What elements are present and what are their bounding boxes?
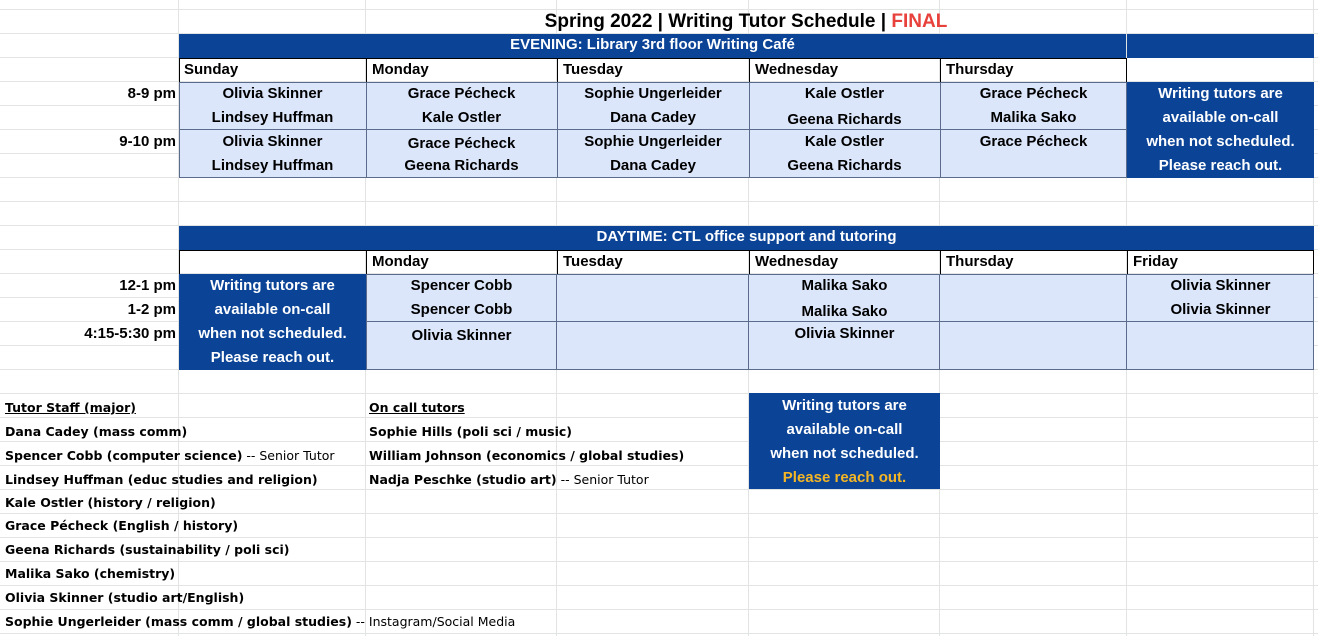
oncall-tutor-name: Nadja Peschke (studio art): [369, 472, 557, 487]
oncall-tutor-name: Sophie Hills (poli sci / music): [369, 424, 573, 439]
staff-note: -- Senior Tutor: [242, 448, 335, 463]
staff-name: Malika Sako (chemistry): [5, 566, 176, 581]
evening-sun-8-2: Lindsey Huffman: [211, 109, 334, 126]
staff-item: [0, 514, 560, 538]
staff-note: -- Instagram/Social Media: [351, 614, 516, 629]
oncall-tutor-item: [364, 468, 748, 492]
evening-sun-9-1: Olivia Skinner: [222, 133, 323, 150]
daytime-oncall-line-4: Please reach out.: [210, 349, 335, 366]
staff-item: [0, 610, 700, 634]
staff-name: Olivia Skinner (studio art/English): [5, 590, 245, 605]
daytime-mon-12: Spencer Cobb: [410, 277, 513, 294]
staff-name: Sophie Ungerleider (mass comm / global studies): [5, 614, 352, 629]
daytime-oncall-line-2: available on-call: [214, 301, 331, 318]
evening-day-wednesday: Wednesday: [749, 59, 940, 82]
evening-thu-9-1: Grace Pécheck: [979, 133, 1088, 150]
evening-tue-8-1: Sophie Ungerleider: [584, 85, 722, 102]
daytime-time-415-530: 4:15-5:30 pm: [84, 325, 176, 342]
footer-oncall-highlight: Please reach out.: [782, 469, 907, 486]
oncall-tutors-header: On call tutors: [369, 400, 465, 415]
evening-day-tuesday: Tuesday: [557, 59, 749, 82]
footer-oncall-line-1: Writing tutors are: [782, 397, 907, 414]
staff-name: Lindsey Huffman (educ studies and religion): [5, 472, 318, 487]
evening-mon-8-1: Grace Pécheck: [407, 85, 516, 102]
staff-header: Tutor Staff (major): [5, 400, 136, 415]
daytime-header: DAYTIME: CTL office support and tutoring: [179, 226, 1314, 250]
daytime-fri-12: Olivia Skinner: [1170, 277, 1271, 294]
evening-tue-9-2: Dana Cadey: [610, 157, 696, 174]
evening-sun-8-1: Olivia Skinner: [222, 85, 323, 102]
title-final: FINAL: [891, 11, 948, 32]
evening-mon-9-1: Grace Pécheck: [407, 135, 516, 152]
daytime-mon-415: Olivia Skinner: [411, 327, 512, 344]
evening-day-monday: Monday: [366, 59, 557, 82]
evening-mon-9-2: Geena Richards: [404, 157, 519, 174]
title-main: Spring 2022 | Writing Tutor Schedule |: [544, 11, 892, 32]
daytime-mon-1: Spencer Cobb: [410, 301, 513, 318]
evening-wed-8-2: Geena Richards: [787, 111, 902, 128]
footer-oncall-line-2: available on-call: [786, 421, 903, 438]
evening-oncall-line-4: Please reach out.: [1158, 157, 1283, 174]
daytime-fri-1: Olivia Skinner: [1170, 301, 1271, 318]
daytime-time-12-1: 12-1 pm: [119, 277, 176, 294]
evening-day-thursday: Thursday: [940, 59, 1127, 82]
daytime-oncall-line-3: when not scheduled.: [198, 325, 347, 342]
daytime-wed-1: Malika Sako: [801, 303, 888, 320]
staff-name: Geena Richards (sustainability / poli sci): [5, 542, 290, 557]
evening-thu-8-2: Malika Sako: [990, 109, 1077, 126]
evening-header-extension: [1127, 34, 1314, 58]
evening-oncall-line-3: when not scheduled.: [1146, 133, 1295, 150]
daytime-day-wednesday: Wednesday: [749, 251, 940, 274]
evening-wed-9-1: Kale Ostler: [804, 133, 885, 150]
evening-time-8-9: 8-9 pm: [127, 85, 176, 102]
daytime-day-thursday: Thursday: [940, 251, 1127, 274]
evening-oncall-line-2: available on-call: [1162, 109, 1279, 126]
evening-wed-8-1: Kale Ostler: [804, 85, 885, 102]
page-title: [365, 10, 1127, 34]
staff-name: Spencer Cobb (computer science): [5, 448, 243, 463]
staff-name: Grace Pécheck (English / history): [5, 518, 239, 533]
evening-mon-8-2: Kale Ostler: [421, 109, 502, 126]
evening-time-9-10: 9-10 pm: [119, 133, 176, 150]
staff-item: [0, 562, 560, 586]
staff-item: [0, 491, 560, 515]
evening-tue-8-2: Dana Cadey: [610, 109, 696, 126]
oncall-tutor-name: William Johnson (economics / global studies): [369, 448, 685, 463]
oncall-tutor-note: -- Senior Tutor: [556, 472, 649, 487]
staff-name: Dana Cadey (mass comm): [5, 424, 188, 439]
oncall-tutor-item: [364, 420, 748, 444]
footer-oncall-line-3: when not scheduled.: [770, 445, 919, 462]
evening-day-sunday: Sunday: [184, 61, 239, 78]
staff-item: [0, 586, 560, 610]
daytime-day-friday: Friday: [1127, 251, 1314, 274]
daytime-wed-415: Olivia Skinner: [794, 325, 895, 342]
daytime-oncall-line-1: Writing tutors are: [210, 277, 335, 294]
evening-thu-8-1: Grace Pécheck: [979, 85, 1088, 102]
evening-header: EVENING: Library 3rd floor Writing Café: [179, 34, 1126, 58]
footer-oncall-line-4: [749, 466, 940, 490]
evening-sun-9-2: Lindsey Huffman: [211, 157, 334, 174]
staff-name: Kale Ostler (history / religion): [5, 495, 216, 510]
daytime-time-1-2: 1-2 pm: [127, 301, 176, 318]
daytime-day-tuesday: Tuesday: [557, 251, 749, 274]
evening-tue-9-1: Sophie Ungerleider: [584, 133, 722, 150]
evening-wed-9-2: Geena Richards: [787, 157, 902, 174]
evening-oncall-line-1: Writing tutors are: [1158, 85, 1283, 102]
daytime-day-monday: Monday: [366, 251, 557, 274]
staff-item: [0, 538, 560, 562]
oncall-tutor-item: [364, 444, 748, 468]
daytime-wed-12: Malika Sako: [801, 277, 888, 294]
